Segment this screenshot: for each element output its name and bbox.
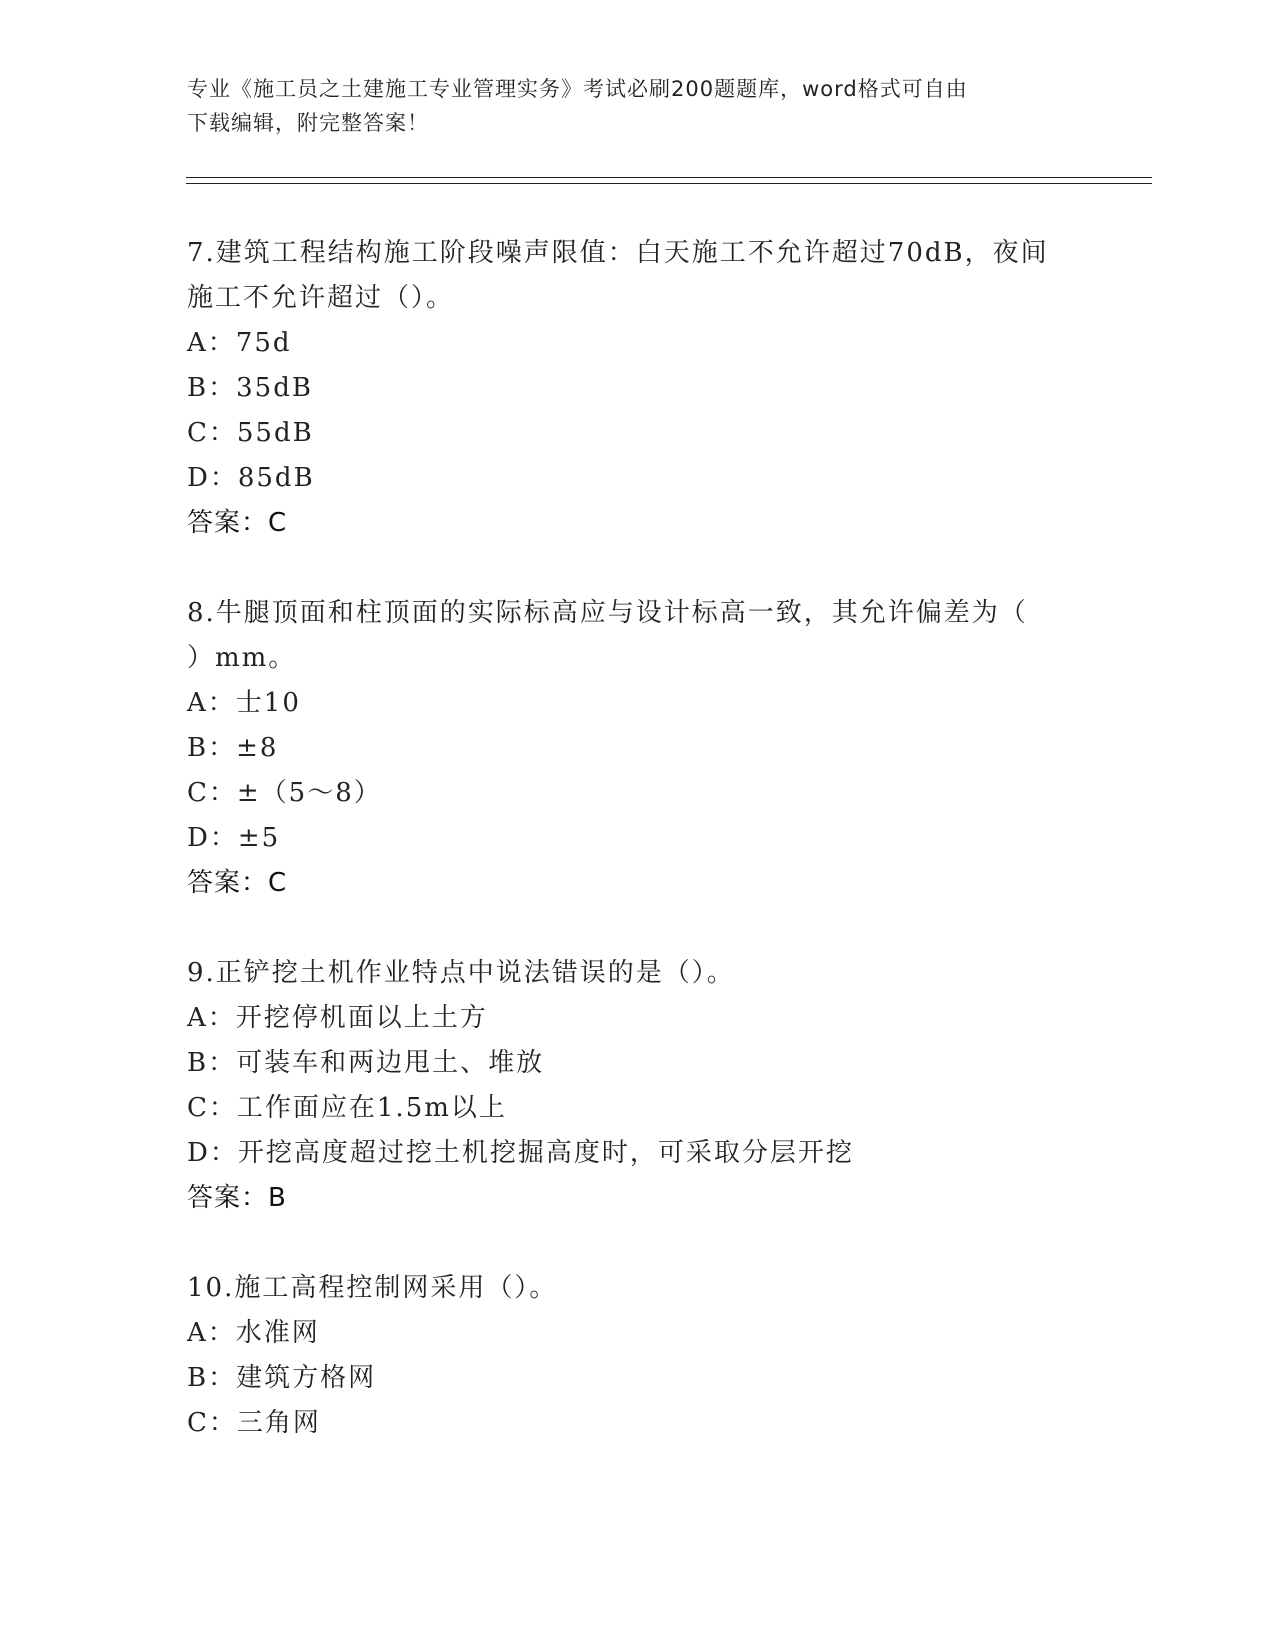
header-divider-top [186,177,1152,178]
question-stem: 9.正铲挖土机作业特点中说法错误的是（）。 [187,958,735,988]
option-b: B：35dB [187,373,313,403]
option-a: A：水准网 [187,1318,320,1348]
option-d: D：85dB [187,463,315,493]
option-a: A：75d [187,328,292,358]
question-stem: 7.建筑工程结构施工阶段噪声限值：白天施工不允许超过70dB，夜间 [187,238,1049,268]
answer: 答案：B [187,1183,287,1213]
option-d: D：±5 [187,823,281,853]
document-header [187,72,1067,140]
option-a: A：士10 [187,688,301,718]
answer: 答案：C [187,508,288,538]
header-line-2: 下载编辑，附完整答案！ [187,111,429,135]
option-a: A：开挖停机面以上土方 [187,1003,488,1033]
answer: 答案：C [187,868,288,898]
question-stem-continued: ）mm。 [187,643,297,673]
header-divider-bottom [186,183,1152,184]
question-stem-continued: 施工不允许超过（）。 [187,283,455,313]
question-stem: 8.牛腿顶面和柱顶面的实际标高应与设计标高一致，其允许偏差为（ [187,598,1028,628]
option-b: B：可装车和两边甩土、堆放 [187,1048,545,1078]
option-b: B：±8 [187,733,279,763]
option-c: C：55dB [187,418,314,448]
option-c: C：±（5～8） [187,778,382,808]
option-c: C：三角网 [187,1408,321,1438]
option-d: D：开挖高度超过挖土机挖掘高度时，可采取分层开挖 [187,1138,854,1168]
option-c: C：工作面应在1.5m以上 [187,1093,507,1123]
option-b: B：建筑方格网 [187,1363,377,1393]
question-stem: 10.施工高程控制网采用（）。 [187,1273,558,1303]
header-line-1: 专业《施工员之土建施工专业管理实务》考试必刷200题题库，word格式可自由 [187,77,968,101]
